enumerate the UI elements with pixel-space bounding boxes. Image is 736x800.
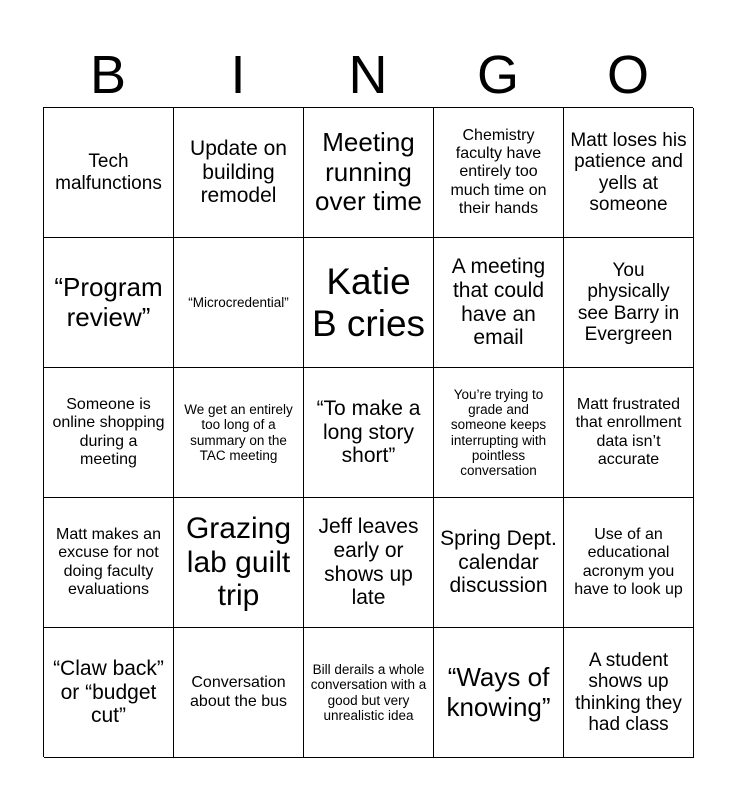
cell-text: “Claw back” or “budget cut” — [53, 656, 164, 728]
cell-text: “Microcredential” — [188, 294, 289, 310]
bingo-cell-r2c4[interactable] — [434, 238, 564, 368]
bingo-cell-r5c2[interactable] — [174, 628, 304, 758]
cell-text: Spring Dept. calendar discussion — [440, 526, 557, 598]
bingo-cell-r1c1[interactable] — [44, 108, 174, 238]
cell-text: Matt loses his patience and yells at someone — [570, 129, 687, 215]
bingo-cell-r2c2[interactable] — [174, 238, 304, 368]
header-letter-n: N — [348, 45, 388, 105]
cell-text: “To make a long story short” — [316, 396, 421, 468]
cell-text: Tech malfunctions — [55, 151, 162, 194]
bingo-cell-r5c1[interactable] — [44, 628, 174, 758]
bingo-cell-r3c3[interactable] — [304, 368, 434, 498]
bingo-cell-r3c2[interactable] — [174, 368, 304, 498]
cell-text: “Program review” — [54, 272, 163, 332]
cell-text: Grazing lab guilt trip — [185, 511, 292, 613]
bingo-cell-r1c2[interactable] — [174, 108, 304, 238]
bingo-cell-r4c4[interactable] — [434, 498, 564, 628]
header-letter-b: B — [89, 45, 127, 105]
bingo-cell-r2c5[interactable] — [564, 238, 694, 368]
bingo-cell-r2c3[interactable] — [304, 238, 434, 368]
bingo-cell-r3c5[interactable] — [564, 368, 694, 498]
cell-text: Chemistry faculty have entirely too much time on their hands — [450, 127, 547, 217]
cell-text: We get an entirely too long of a summary on the TAC meeting — [184, 402, 293, 463]
cell-text: Meeting running over time — [315, 127, 422, 217]
cell-text: A meeting that could have an email — [451, 255, 546, 350]
cell-text: Bill derails a whole conversation with a good but very unrealistic idea — [310, 662, 427, 723]
bingo-cell-r5c5[interactable] — [564, 628, 694, 758]
cell-text: Katie B cries — [311, 260, 426, 344]
header-letter-o: O — [606, 45, 649, 105]
cell-text: Use of an educational acronym you have to look up — [574, 526, 683, 598]
cell-text: Update on building remodel — [190, 136, 287, 208]
cell-text: Conversation about the bus — [190, 674, 287, 710]
bingo-cell-r5c3[interactable] — [304, 628, 434, 758]
bingo-cell-r2c1[interactable] — [44, 238, 174, 368]
cell-text: Matt makes an excuse for not doing faculty evaluations — [56, 526, 161, 598]
bingo-cell-r3c4[interactable] — [434, 368, 564, 498]
bingo-header — [43, 44, 693, 106]
cell-text: Jeff leaves early or shows up late — [318, 515, 419, 610]
cell-text: Matt frustrated that enrollment data isn’t accurate — [575, 396, 682, 468]
header-letter-i: I — [230, 45, 246, 105]
cell-text: You physically see Barry in Evergreen — [577, 259, 680, 345]
bingo-cell-r1c5[interactable] — [564, 108, 694, 238]
cell-text: Someone is online shopping during a meeting — [52, 396, 165, 468]
bingo-cell-r5c4[interactable] — [434, 628, 564, 758]
header-letter-g: G — [476, 45, 519, 105]
bingo-cell-r1c3[interactable] — [304, 108, 434, 238]
bingo-cell-r4c3[interactable] — [304, 498, 434, 628]
bingo-cell-r1c4[interactable] — [434, 108, 564, 238]
cell-text: “Ways of knowing” — [446, 662, 551, 722]
bingo-cell-r4c5[interactable] — [564, 498, 694, 628]
cell-text: A student shows up thinking they had class — [575, 649, 682, 735]
bingo-cell-r4c2[interactable] — [174, 498, 304, 628]
cell-text: You’re trying to grade and someone keeps interrupting with pointless conversation — [450, 386, 547, 478]
bingo-grid — [43, 107, 693, 757]
bingo-cell-r4c1[interactable] — [44, 498, 174, 628]
bingo-cell-r3c1[interactable] — [44, 368, 174, 498]
